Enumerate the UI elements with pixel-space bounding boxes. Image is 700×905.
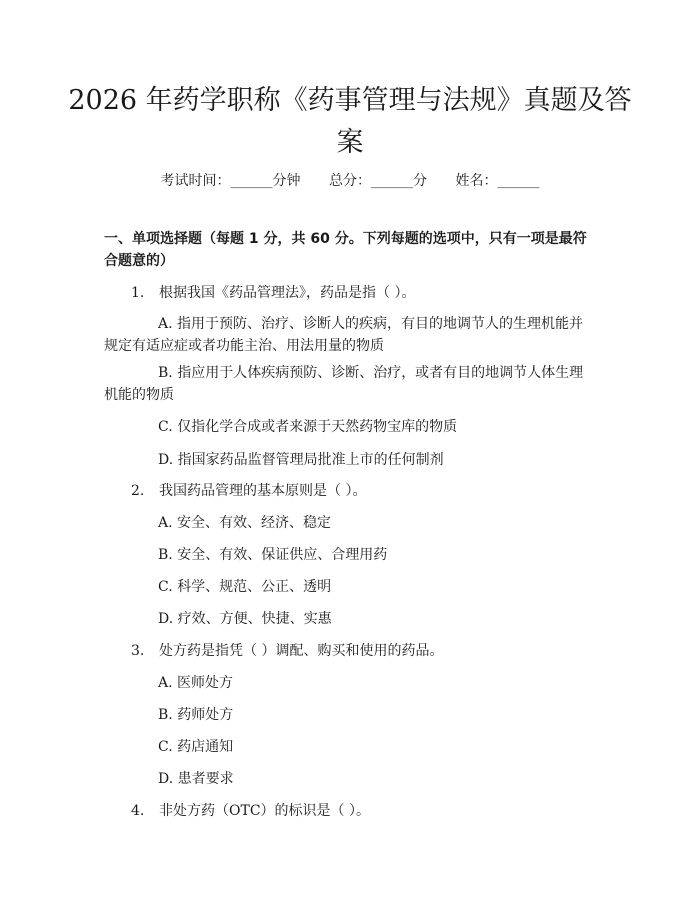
question-1-option-c: C. 仅指化学合成或者来源于天然药物宝库的物质 [158,419,458,435]
question-3-option-d: D. 患者要求 [158,771,234,787]
question-number: 2. [131,483,145,499]
question-1-option-a: A. 指用于预防、治疗、诊断人的疾病，有目的地调节人的生理机能并规定有适应症或者功能主治、用法用量的物质 [104,316,584,354]
question-number: 4. [131,803,145,819]
question-2-option-a: A. 安全、有效、经济、稳定 [158,515,332,531]
question-stem: 我国药品管理的基本原则是（ ）。 [159,483,367,499]
question-2-option-d: D. 疗效、方便、快捷、实惠 [158,611,332,627]
question-3 [131,640,443,662]
question-2-option-b: B. 安全、有效、保证供应、合理用药 [158,547,388,563]
question-stem: 非处方药（OTC）的标识是（ ）。 [159,803,370,819]
question-number: 1. [131,285,145,301]
question-2 [131,480,366,502]
question-2-option-c: C. 科学、规范、公正、透明 [158,579,332,595]
exam-name: 姓名：______ [455,173,540,189]
question-stem: 处方药是指凭（ ）调配、购买和使用的药品。 [159,643,444,659]
question-number: 3. [131,643,145,659]
exam-info [0,170,700,190]
question-1-option-b: B. 指应用于人体疾病预防、诊断、治疗，或者有目的地调节人体生理机能的物质 [104,365,584,403]
question-3-option-b: B. 药师处方 [158,707,234,723]
section-heading: 一、单项选择题（每题 1 分，共 60 分。下列每题的选项中，只有一项是最符合题意的） [104,231,587,269]
question-stem: 根据我国《药品管理法》，药品是指（ ）。 [159,285,416,301]
exam-time: 考试时间：______分钟 [160,173,301,189]
question-4 [131,800,370,822]
question-3-option-c: C. 药店通知 [158,739,234,755]
question-3-option-a: A. 医师处方 [158,675,234,691]
question-1 [131,282,415,304]
exam-score: 总分：______分 [329,173,427,189]
page-title: 2026 年药学职称《药事管理与法规》真题及答案 [68,85,632,158]
question-1-option-d: D. 指国家药品监督管理局批准上市的任何制剂 [158,452,444,468]
